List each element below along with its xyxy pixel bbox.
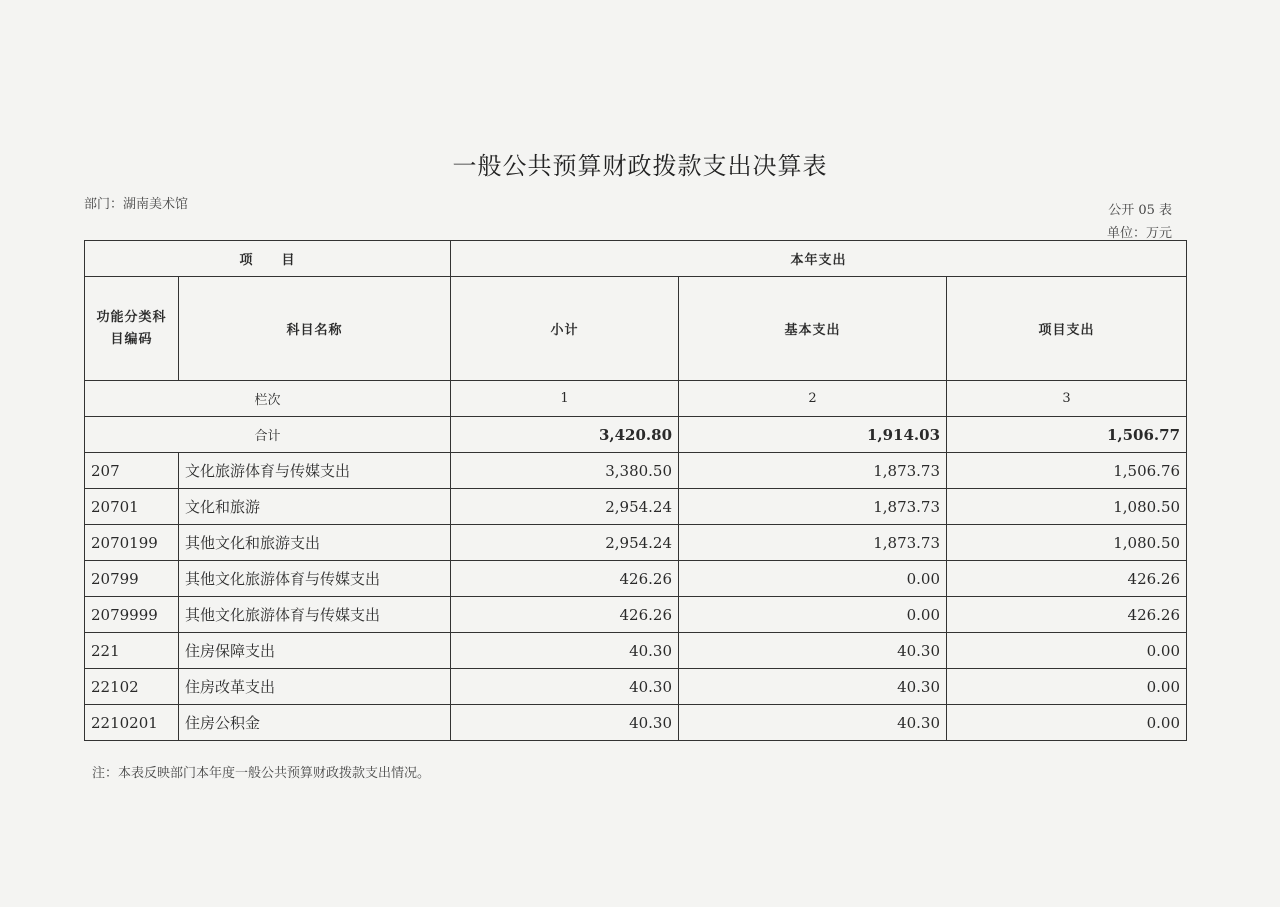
table-row bbox=[85, 633, 1187, 669]
column-3: 3 bbox=[947, 381, 1187, 417]
row-subtotal: 2,954.24 bbox=[451, 525, 679, 561]
footnote: 注：本表反映部门本年度一般公共预算财政拨款支出情况。 bbox=[92, 766, 431, 781]
row-project: 0.00 bbox=[947, 669, 1187, 705]
row-project: 426.26 bbox=[947, 561, 1187, 597]
row-project: 0.00 bbox=[947, 633, 1187, 669]
row-code: 221 bbox=[85, 633, 179, 669]
row-subtotal: 40.30 bbox=[451, 633, 679, 669]
column-label: 栏次 bbox=[85, 381, 451, 417]
table-code: 公开 05 表 bbox=[1108, 203, 1172, 218]
row-name: 其他文化旅游体育与传媒支出 bbox=[179, 597, 451, 633]
row-name: 其他文化和旅游支出 bbox=[179, 525, 451, 561]
total-basic: 1,914.03 bbox=[679, 417, 947, 453]
row-basic: 40.30 bbox=[679, 669, 947, 705]
row-basic: 40.30 bbox=[679, 633, 947, 669]
header-row-1 bbox=[85, 241, 1187, 277]
row-code: 22102 bbox=[85, 669, 179, 705]
header-basic: 基本支出 bbox=[679, 277, 947, 381]
row-code: 2210201 bbox=[85, 705, 179, 741]
row-subtotal: 40.30 bbox=[451, 705, 679, 741]
row-basic: 1,873.73 bbox=[679, 453, 947, 489]
table-row bbox=[85, 669, 1187, 705]
page-title: 一般公共预算财政拨款支出决算表 bbox=[452, 152, 828, 180]
row-code: 2070199 bbox=[85, 525, 179, 561]
row-name: 住房公积金 bbox=[179, 705, 451, 741]
header-item: 项 目 bbox=[85, 241, 451, 277]
department-label: 部门：湖南美术馆 bbox=[84, 197, 189, 212]
column-number-row bbox=[85, 381, 1187, 417]
row-project: 426.26 bbox=[947, 597, 1187, 633]
column-1: 1 bbox=[451, 381, 679, 417]
header-subtotal: 小计 bbox=[451, 277, 679, 381]
unit-label: 单位：万元 bbox=[1106, 226, 1172, 241]
expenditure-table bbox=[84, 240, 1187, 741]
column-2: 2 bbox=[679, 381, 947, 417]
row-name: 住房保障支出 bbox=[179, 633, 451, 669]
header-subject-name: 科目名称 bbox=[179, 277, 451, 381]
table-row bbox=[85, 453, 1187, 489]
row-project: 0.00 bbox=[947, 705, 1187, 741]
total-label: 合计 bbox=[85, 417, 451, 453]
row-basic: 0.00 bbox=[679, 597, 947, 633]
row-name: 文化旅游体育与传媒支出 bbox=[179, 453, 451, 489]
row-basic: 0.00 bbox=[679, 561, 947, 597]
row-subtotal: 3,380.50 bbox=[451, 453, 679, 489]
row-project: 1,506.76 bbox=[947, 453, 1187, 489]
total-project: 1,506.77 bbox=[947, 417, 1187, 453]
row-subtotal: 426.26 bbox=[451, 597, 679, 633]
total-subtotal: 3,420.80 bbox=[451, 417, 679, 453]
row-basic: 1,873.73 bbox=[679, 489, 947, 525]
table-row bbox=[85, 561, 1187, 597]
row-project: 1,080.50 bbox=[947, 525, 1187, 561]
row-code: 20701 bbox=[85, 489, 179, 525]
table-row bbox=[85, 705, 1187, 741]
total-row bbox=[85, 417, 1187, 453]
row-code: 20799 bbox=[85, 561, 179, 597]
row-subtotal: 426.26 bbox=[451, 561, 679, 597]
row-project: 1,080.50 bbox=[947, 489, 1187, 525]
header-current-year: 本年支出 bbox=[451, 241, 1187, 277]
header-func-code: 功能分类科目编码 bbox=[85, 277, 179, 381]
header-row-2 bbox=[85, 277, 1187, 381]
row-name: 其他文化旅游体育与传媒支出 bbox=[179, 561, 451, 597]
table-row bbox=[85, 489, 1187, 525]
row-code: 2079999 bbox=[85, 597, 179, 633]
row-basic: 1,873.73 bbox=[679, 525, 947, 561]
table-row bbox=[85, 597, 1187, 633]
header-project: 项目支出 bbox=[947, 277, 1187, 381]
table-row bbox=[85, 525, 1187, 561]
row-subtotal: 2,954.24 bbox=[451, 489, 679, 525]
row-subtotal: 40.30 bbox=[451, 669, 679, 705]
row-name: 住房改革支出 bbox=[179, 669, 451, 705]
row-basic: 40.30 bbox=[679, 705, 947, 741]
row-name: 文化和旅游 bbox=[179, 489, 451, 525]
row-code: 207 bbox=[85, 453, 179, 489]
